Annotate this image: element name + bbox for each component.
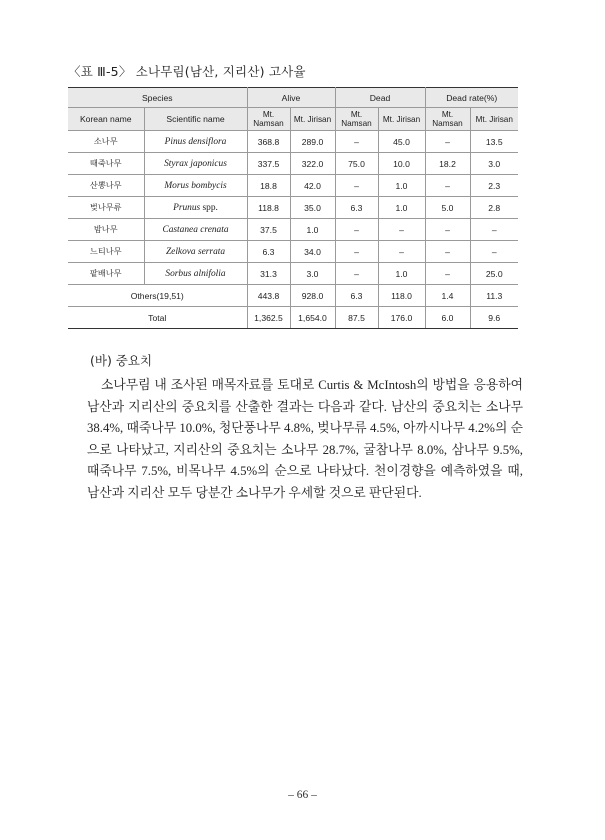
scientific-name-cell [144,219,247,241]
header-scientific-name: Scientific name [144,108,247,131]
alive-namsan-cell: 6.3 [247,241,290,263]
header-dead-namsan: Mt. Namsan [335,108,378,131]
header-alive-namsan: Mt. Namsan [247,108,290,131]
alive-namsan-cell: 443.8 [247,285,290,307]
table-caption: 〈표 Ⅲ-5〉 소나무림(남산, 지리산) 고사율 [68,64,306,79]
rate-jirisan-cell: 9.6 [470,307,518,329]
dead-namsan-cell: 87.5 [335,307,378,329]
rate-jirisan-cell: 11.3 [470,285,518,307]
header-korean-name: Korean name [68,108,144,131]
header-dead-rate: Dead rate(%) [425,88,518,108]
alive-namsan-cell: 37.5 [247,219,290,241]
alive-namsan-cell: 368.8 [247,131,290,153]
dead-jirisan-cell: 45.0 [378,131,425,153]
korean-name-cell: 벚나무류 [68,197,144,219]
section-heading: (바) 중요치 [90,353,153,368]
dead-jirisan-cell: 118.0 [378,285,425,307]
alive-namsan-cell: 118.8 [247,197,290,219]
rate-namsan-cell: 18.2 [425,153,470,175]
species-epithet: serrata [197,246,226,257]
korean-name-cell: 밤나무 [68,219,144,241]
scientific-name-cell [144,241,247,263]
rate-namsan-cell: 6.0 [425,307,470,329]
rate-jirisan-cell: 25.0 [470,263,518,285]
species-epithet: bombycis [191,180,227,191]
genus: Zelkova [165,246,196,257]
rate-namsan-cell: – [425,131,470,153]
genus: Castanea [162,224,198,235]
scientific-name-cell [144,175,247,197]
alive-jirisan-cell: 322.0 [290,153,335,175]
dead-jirisan-cell: 1.0 [378,263,425,285]
alive-jirisan-cell: 928.0 [290,285,335,307]
genus: Sorbus [165,268,192,279]
alive-jirisan-cell: 35.0 [290,197,335,219]
body-paragraph: 소나무림 내 조사된 매목자료를 토대로 Curtis & McIntosh의 방법을 응용하여 남산과 지리산의 중요치를 산출한 결과는 다음과 같다. 남산의 중요치는 소나무 38.4%, 때죽나무 10.0%, 청단풍나무 4.8%, 벚나무류 4.5%, 아까시나무 4.2%의 순으로 나타났고, 지리산의 중요치는 소나무 28.7%, 굴참나무 8.0%, 삼나무 9.5%, 때죽나무 7.5%, 비목나무 4.5%의 순으로 나타났다. 천이경향을 예측하였을 때, 남산과 지리산 모두 당분간 소나무가 우세할 것으로 판단된다. [87,378,523,500]
rate-jirisan-cell: 13.5 [470,131,518,153]
rate-namsan-cell: 1.4 [425,285,470,307]
header-row-2 [68,108,518,131]
korean-name-cell: 산뽕나무 [68,175,144,197]
dead-namsan-cell: 6.3 [335,285,378,307]
species-epithet: alnifolia [193,268,226,279]
header-row-1 [68,88,518,108]
alive-namsan-cell: 337.5 [247,153,290,175]
scientific-name-cell [144,153,247,175]
rate-jirisan-cell: – [470,241,518,263]
alive-jirisan-cell: 1,654.0 [290,307,335,329]
species-epithet: japonicus [190,158,227,169]
dead-jirisan-cell: 1.0 [378,197,425,219]
korean-name-cell: 소나무 [68,131,144,153]
dead-namsan-cell: 75.0 [335,153,378,175]
rate-namsan-cell: – [425,175,470,197]
rate-jirisan-cell: 2.8 [470,197,518,219]
dead-namsan-cell: – [335,175,378,197]
rate-namsan-cell: – [425,241,470,263]
dead-namsan-cell: 6.3 [335,197,378,219]
scientific-name-cell [144,197,247,219]
korean-name-cell: 때죽나무 [68,153,144,175]
genus: Morus [164,180,189,191]
genus: Pinus [164,136,186,147]
name-suffix: spp. [202,202,218,213]
dead-jirisan-cell: 1.0 [378,175,425,197]
total-label: Total [68,307,247,329]
header-species: Species [68,88,247,108]
header-alive: Alive [247,88,335,108]
others-label: Others(19,51) [68,285,247,307]
dead-jirisan-cell: 10.0 [378,153,425,175]
page-number: – 66 – [288,789,317,801]
header-dead: Dead [335,88,425,108]
alive-jirisan-cell: 34.0 [290,241,335,263]
dead-namsan-cell: – [335,131,378,153]
dead-jirisan-cell: 176.0 [378,307,425,329]
table-row [68,219,518,241]
table-row [68,131,518,153]
species-epithet: densiflora [188,136,227,147]
korean-name-cell: 팥배나무 [68,263,144,285]
scientific-name-cell [144,263,247,285]
dead-namsan-cell: – [335,263,378,285]
genus: Styrax [164,158,189,169]
rate-namsan-cell: – [425,263,470,285]
alive-jirisan-cell: 1.0 [290,219,335,241]
dead-jirisan-cell: – [378,241,425,263]
alive-jirisan-cell: 289.0 [290,131,335,153]
dead-rate-table [68,87,518,329]
table-row [68,263,518,285]
header-dead-jirisan: Mt. Jirisan [378,108,425,131]
rate-namsan-cell: 5.0 [425,197,470,219]
scientific-name-cell [144,131,247,153]
dead-namsan-cell: – [335,219,378,241]
korean-name-cell: 느티나무 [68,241,144,263]
dead-namsan-cell: – [335,241,378,263]
header-alive-jirisan: Mt. Jirisan [290,108,335,131]
table-row [68,153,518,175]
genus: Prunus [173,202,201,213]
dead-jirisan-cell: – [378,219,425,241]
alive-namsan-cell: 31.3 [247,263,290,285]
alive-jirisan-cell: 3.0 [290,263,335,285]
table-row [68,241,518,263]
rate-jirisan-cell: 2.3 [470,175,518,197]
alive-namsan-cell: 18.8 [247,175,290,197]
rate-namsan-cell: – [425,219,470,241]
alive-jirisan-cell: 42.0 [290,175,335,197]
rate-jirisan-cell: – [470,219,518,241]
header-rate-namsan: Mt. Namsan [425,108,470,131]
header-rate-jirisan: Mt. Jirisan [470,108,518,131]
rate-jirisan-cell: 3.0 [470,153,518,175]
table-row [68,197,518,219]
others-row [68,285,518,307]
table-row [68,175,518,197]
total-row [68,307,518,329]
species-epithet: crenata [200,224,229,235]
alive-namsan-cell: 1,362.5 [247,307,290,329]
